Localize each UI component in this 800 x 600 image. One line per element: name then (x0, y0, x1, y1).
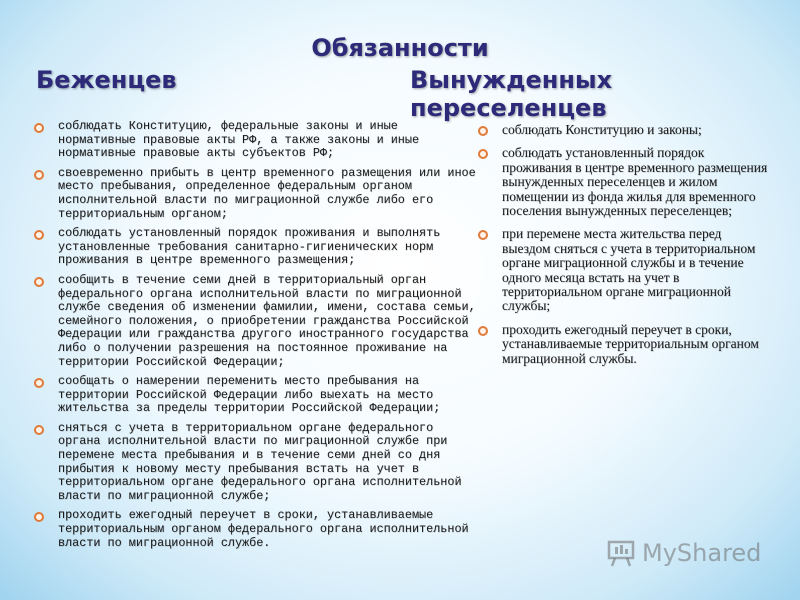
list-item-text: соблюдать Конституцию и законы; (502, 122, 702, 137)
list-item (34, 375, 482, 416)
myshared-watermark (606, 538, 761, 568)
list-item-text: сообщать о намерении переменить место пребывания на территории Российской Федерации либо выехать на место жительства за пределы территории Российской Федерации; (58, 374, 441, 416)
list-item (34, 167, 482, 221)
bullet-ring-icon (34, 123, 44, 133)
refugees-heading: Беженцев (36, 66, 177, 94)
list-item (34, 274, 482, 369)
watermark-text: MyShared (642, 539, 762, 567)
bullet-ring-icon (478, 149, 488, 159)
slide-title: Обязанности (311, 34, 489, 62)
list-item (478, 146, 770, 218)
list-item-text: соблюдать Конституцию, федеральные законы и иные нормативные правовые акты РФ, а также законы и иные нормативные правовые акты субъектов РФ; (58, 119, 420, 161)
list-item-text: сняться с учета в территориальном органе федерального органа исполнительной власти по миграционной службе при перемене места пребывания и в течение семи дней со дня прибытия к новому месту пребывания встать на учет в территориальном органе федерального органа исполнительной власти по миграционной службе; (58, 420, 462, 503)
bullet-ring-icon (34, 512, 44, 522)
list-item (34, 120, 482, 161)
list-item (478, 227, 770, 313)
bullet-ring-icon (34, 230, 44, 240)
bullet-ring-icon (34, 277, 44, 287)
list-item (478, 123, 770, 137)
bullet-ring-icon (478, 230, 488, 240)
list-item-text: своевременно прибыть в центр временного размещения или иное место пребывания, определенное федеральным органом исполнительной власти по миграционной службе либо его территориальным органом; (58, 165, 476, 221)
bullet-ring-icon (34, 378, 44, 388)
list-item (34, 422, 482, 504)
list-item (34, 227, 482, 268)
bullet-ring-icon (34, 170, 44, 180)
list-item-text: при перемене места жительства перед выездом сняться с учета в территориальном органе миграционной службы и в течение одного месяца встать на учет в территориальном органе миграционной службы; (502, 226, 756, 314)
bullet-ring-icon (478, 326, 488, 336)
displaced-persons-heading: Вынужденных переселенцев (410, 66, 613, 122)
list-item (34, 509, 482, 550)
refugees-duties-list (34, 120, 482, 556)
list-item-text: сообщить в течение семи дней в территориальный орган федерального органа исполнительной власти по миграционной службе сведения об изменении фамилии, имени, состава семьи, семейного положения, о приобретении гражданства Российской Федерации или гражданства другого иностранного государства либо о получении разрешения на постоянное проживание на территории Российской Федерации; (58, 272, 476, 369)
bullet-ring-icon (34, 425, 44, 435)
list-item-text: соблюдать установленный порядок проживания и выполнять установленные требования санитарно-гигиенических норм проживания в центре временного размещения; (58, 226, 441, 268)
list-item-text: проходить ежегодный переучет в сроки, устанавливаемые территориальным органом федерального органа исполнительной власти по миграционной службе. (58, 508, 469, 550)
presentation-board-icon (606, 538, 636, 568)
bullet-ring-icon (478, 126, 488, 136)
list-item-text: проходить ежегодный переучет в сроки, устанавливаемые территориальным органом миграционной службы. (502, 321, 759, 366)
displaced-persons-duties-list (478, 123, 770, 375)
list-item (478, 323, 770, 366)
list-item-text: соблюдать установленный порядок проживания в центре временного размещения вынужденных переселенцев и жилом помещении из фонда жилья для временного поселения вынужденных переселенцев; (502, 145, 768, 219)
